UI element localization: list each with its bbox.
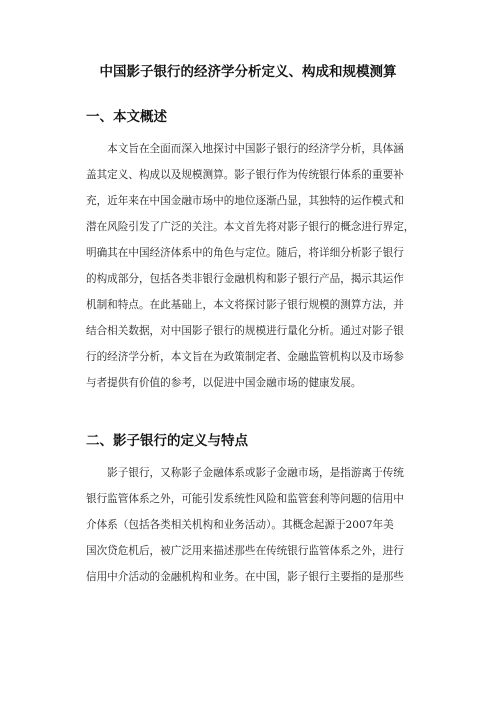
paragraph-line: 盖其定义、构成以及规模测算。影子银行作为传统银行体系的重要补: [86, 169, 404, 181]
paragraph-line: 与者提供有价值的参考，以促进中国金融市场的健康发展。: [86, 377, 362, 389]
document-title: 中国影子银行的经济学分析定义、构成和规模测算: [99, 64, 397, 80]
paragraph-line: 明确其在中国经济体系中的角色与定位。随后，将详细分析影子银行: [86, 247, 404, 259]
paragraph-line: 银行监管体系之外，可能引发系统性风险和监管套利等问题的信用中: [86, 493, 404, 505]
paragraph-line: 信用中介活动的金融机构和业务。在中国，影子银行主要指的是那些: [86, 571, 404, 583]
paragraph-line: 充，近年来在中国金融市场中的地位逐渐凸显，其独特的运作模式和: [86, 195, 404, 207]
paragraph-line: 机制和特点。在此基础上，本文将探讨影子银行规模的测算方法，并: [86, 299, 404, 311]
paragraph-line: 结合相关数据，对中国影子银行的规模进行量化分析。通过对影子银: [86, 325, 404, 337]
section-heading-definition: 二、影子银行的定义与特点: [86, 433, 248, 449]
section-heading-overview: 一、本文概述: [86, 109, 167, 125]
paragraph-line: 潜在风险引发了广泛的关注。本文首先将对影子银行的概念进行界定，: [86, 221, 415, 233]
section-paragraph-overview: [86, 136, 416, 396]
paragraph-line: 介体系（包括各类相关机构和业务活动）。其概念起源于2007年美: [86, 519, 394, 531]
paragraph-line: 影子银行，又称影子金融体系或影子金融市场，是指游离于传统: [86, 467, 404, 479]
paragraph-line: 行的经济学分析，本文旨在为政策制定者、金融监管机构以及市场参: [86, 351, 404, 363]
paragraph-line: 国次贷危机后，被广泛用来描述那些在传统银行监管体系之外，进行: [86, 545, 404, 557]
section-paragraph-definition: [86, 460, 416, 590]
paragraph-line: 的构成部分，包括各类非银行金融机构和影子银行产品，揭示其运作: [86, 273, 404, 285]
paragraph-line: 本文旨在全面而深入地探讨中国影子银行的经济学分析，具体涵: [86, 143, 404, 155]
